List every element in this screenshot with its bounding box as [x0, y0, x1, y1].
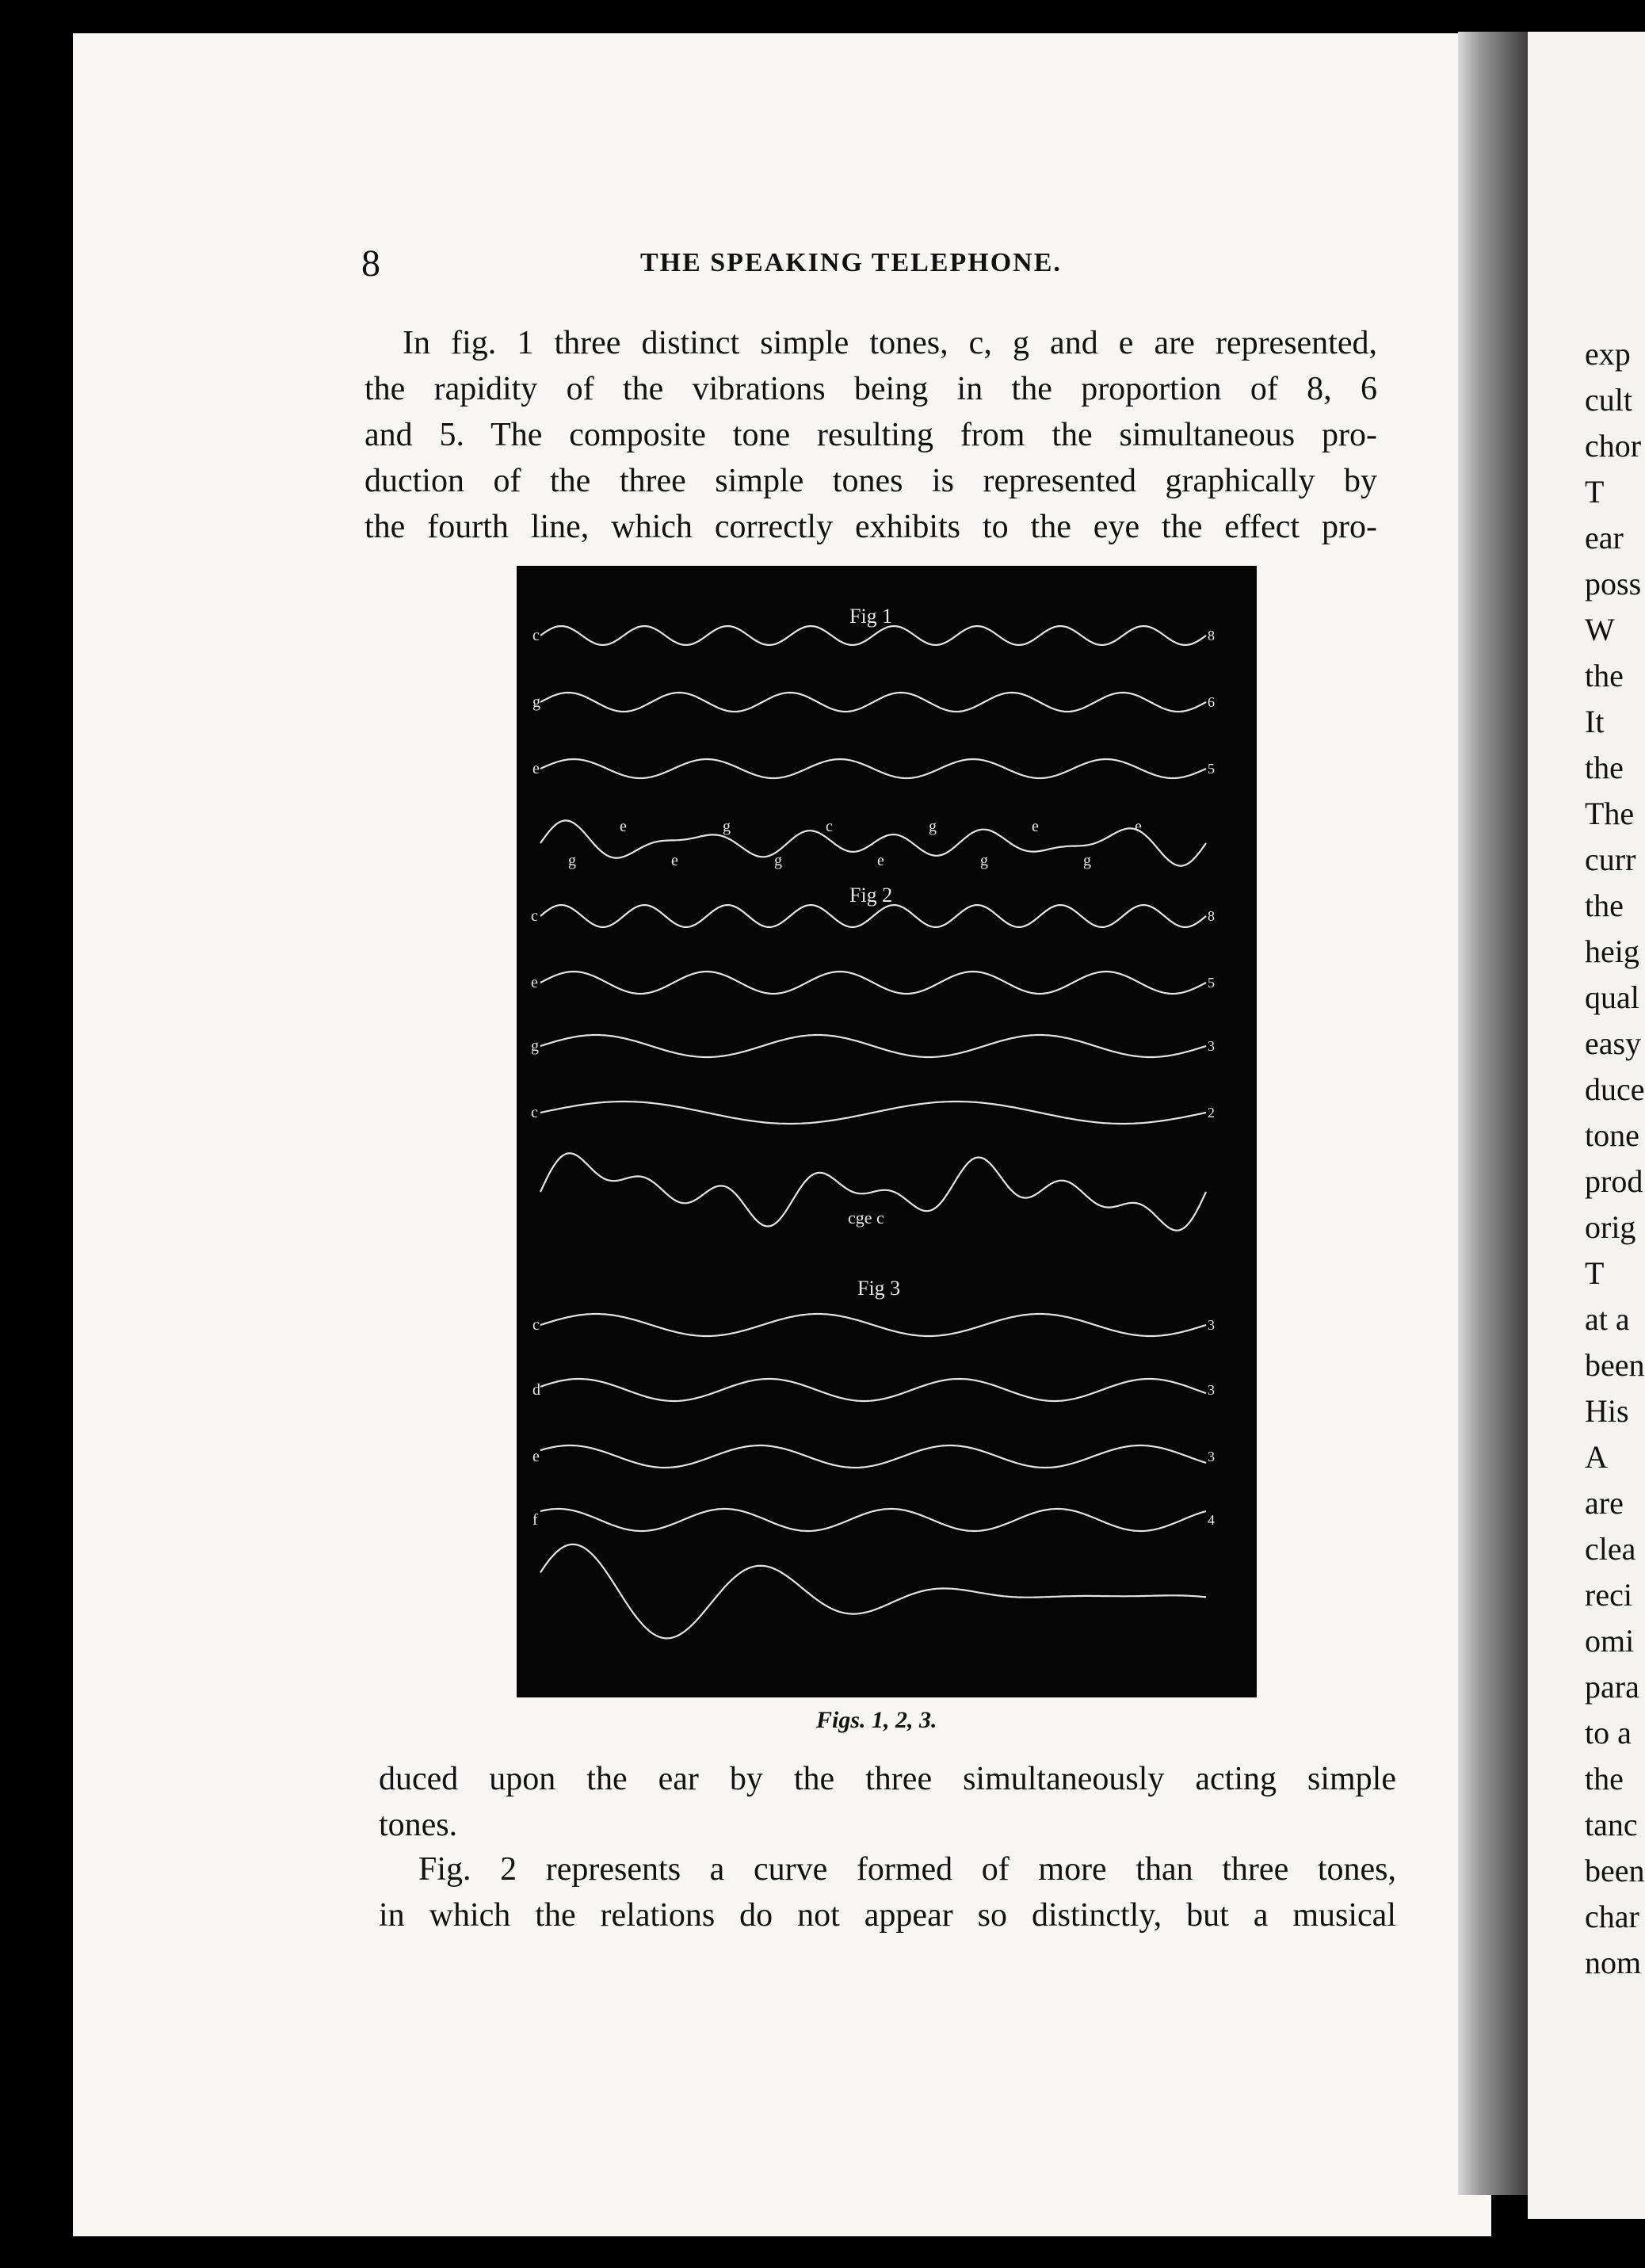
wave-figure-plate [517, 566, 1257, 1697]
right-page-fragment: prod [1585, 1163, 1643, 1199]
fig1-composite-label: e [877, 852, 884, 869]
right-page-fragment: heig [1585, 934, 1639, 969]
running-head: THE SPEAKING TELEPHONE. [640, 248, 1062, 277]
right-page-text-fragments [1585, 331, 1645, 1986]
fig3-wave [540, 1314, 1206, 1336]
right-page-fragment: to a [1585, 1715, 1632, 1751]
fig2-wave [540, 905, 1206, 927]
fig2-left-label: c [531, 907, 538, 925]
wave-figure-svg [517, 566, 1257, 1697]
right-page-fragment: are [1585, 1485, 1624, 1521]
right-page-fragment: W [1585, 612, 1615, 647]
fig2-wave [540, 972, 1206, 994]
fig2-composite-label: cge c [848, 1208, 884, 1228]
fig3-wave [540, 1509, 1206, 1531]
fig2-wave [540, 1102, 1206, 1124]
fig2-right-label: 2 [1208, 1105, 1215, 1121]
fig1-composite-label: c [826, 818, 833, 835]
right-page-fragment: the [1585, 658, 1624, 693]
right-page-fragment: It [1585, 704, 1605, 739]
fig3-right-label: 4 [1208, 1512, 1215, 1528]
fig2-title: Fig 2 [849, 884, 893, 907]
text-line: and 5. The composite tone resulting from the simultaneous pro- [364, 417, 1377, 453]
fig1-title: Fig 1 [849, 605, 893, 628]
fig3-left-label: d [532, 1381, 540, 1399]
text-line: the rapidity of the vibrations being in the proportion of 8, 6 [364, 371, 1377, 407]
right-page-fragment: exp [1585, 336, 1631, 372]
fig2-left-label: c [531, 1104, 538, 1121]
fig1-left-label: c [532, 627, 540, 644]
fig3-right-label: 3 [1208, 1317, 1215, 1333]
fig1-wave [540, 693, 1206, 712]
fig2-right-label: 5 [1208, 975, 1215, 991]
right-page-fragment: T [1585, 474, 1605, 510]
right-page-fragment: curr [1585, 842, 1636, 877]
fig1-left-label: e [532, 760, 540, 777]
fig3-right-label: 3 [1208, 1382, 1215, 1398]
fig3-title: Fig 3 [857, 1277, 901, 1300]
right-page-fragment: ear [1585, 520, 1624, 556]
book-gutter [1458, 32, 1529, 2195]
right-page-fragment: easy [1585, 1025, 1642, 1061]
fig3-composite-wave [540, 1544, 1206, 1638]
right-page-fragment: His [1585, 1393, 1629, 1429]
right-page-fragment: char [1585, 1899, 1639, 1934]
right-page-fragment: tanc [1585, 1807, 1638, 1842]
fig1-composite-wave [540, 820, 1206, 865]
right-page-fragment: chor [1585, 428, 1642, 464]
figure-caption: Figs. 1, 2, 3. [816, 1707, 937, 1733]
right-page-fragment: qual [1585, 979, 1639, 1015]
right-page-fragment: tone [1585, 1117, 1639, 1153]
fig1-composite-label: e [671, 852, 678, 869]
right-page-fragment: A [1585, 1439, 1608, 1475]
right-page-fragment: orig [1585, 1209, 1636, 1245]
right-page-fragment: the [1585, 750, 1624, 785]
fig1-composite-label: g [568, 852, 576, 869]
paragraph-2 [379, 1756, 1396, 1848]
fig2-right-label: 3 [1208, 1038, 1215, 1054]
paragraph-1 [364, 320, 1377, 550]
right-page-fragment: at a [1585, 1301, 1630, 1337]
fig1-right-label: 6 [1208, 694, 1215, 710]
fig3-left-label: e [532, 1448, 540, 1465]
text-line: Fig. 2 represents a curve formed of more than three tones, [418, 1851, 1396, 1888]
fig1-composite-label: g [980, 852, 988, 869]
right-page-fragment: been [1585, 1853, 1645, 1888]
text-line: duced upon the ear by the three simultaneously acting simple [379, 1761, 1396, 1797]
right-page-fragment: para [1585, 1669, 1639, 1705]
fig3-left-label: c [532, 1316, 540, 1334]
fig1-left-label: g [532, 693, 540, 711]
right-page-fragment: the [1585, 888, 1624, 923]
fig3-right-label: 3 [1208, 1449, 1215, 1464]
fig1-wave [540, 626, 1206, 645]
fig1-wave [540, 759, 1206, 778]
right-page-fragment: reci [1585, 1577, 1632, 1613]
right-page-fragment: poss [1585, 566, 1642, 601]
fig1-composite-label: e [1135, 818, 1142, 835]
right-page-fragment: been [1585, 1347, 1645, 1383]
right-page-fragment: the [1585, 1761, 1624, 1796]
right-page-fragment: cult [1585, 382, 1632, 418]
fig2-wave [540, 1035, 1206, 1057]
right-page-fragment: clea [1585, 1531, 1636, 1567]
text-line: duction of the three simple tones is represented graphically by [364, 463, 1377, 499]
fig1-composite-label: g [929, 818, 937, 835]
page-number: 8 [361, 242, 380, 284]
fig1-right-label: 8 [1208, 628, 1215, 643]
fig1-composite-label: g [723, 818, 731, 835]
fig1-composite-label: g [1083, 852, 1091, 869]
right-page-fragment: T [1585, 1255, 1605, 1291]
fig1-right-label: 5 [1208, 761, 1215, 777]
fig3-left-label: f [532, 1511, 538, 1529]
fig1-composite-label: e [1032, 818, 1039, 835]
fig2-right-label: 8 [1208, 908, 1215, 924]
fig2-left-label: e [531, 974, 538, 991]
text-line: tones. [379, 1807, 458, 1843]
right-page-fragment: omi [1585, 1623, 1635, 1659]
right-page-fragment: nom [1585, 1945, 1642, 1980]
right-page-fragment: The [1585, 796, 1635, 831]
fig3-wave [540, 1379, 1206, 1401]
fig3-wave [540, 1445, 1206, 1468]
fig1-composite-label: g [774, 852, 782, 869]
fig2-left-label: g [531, 1037, 539, 1055]
right-page-fragment: duce [1585, 1071, 1645, 1107]
fig1-composite-label: e [620, 818, 627, 835]
text-line: in which the relations do not appear so distinctly, but a musical [379, 1897, 1396, 1934]
paragraph-3 [379, 1846, 1396, 1938]
text-line: the fourth line, which correctly exhibits to the eye the effect pro- [364, 509, 1377, 545]
text-line: In fig. 1 three distinct simple tones, c, g and e are represented, [403, 325, 1377, 361]
